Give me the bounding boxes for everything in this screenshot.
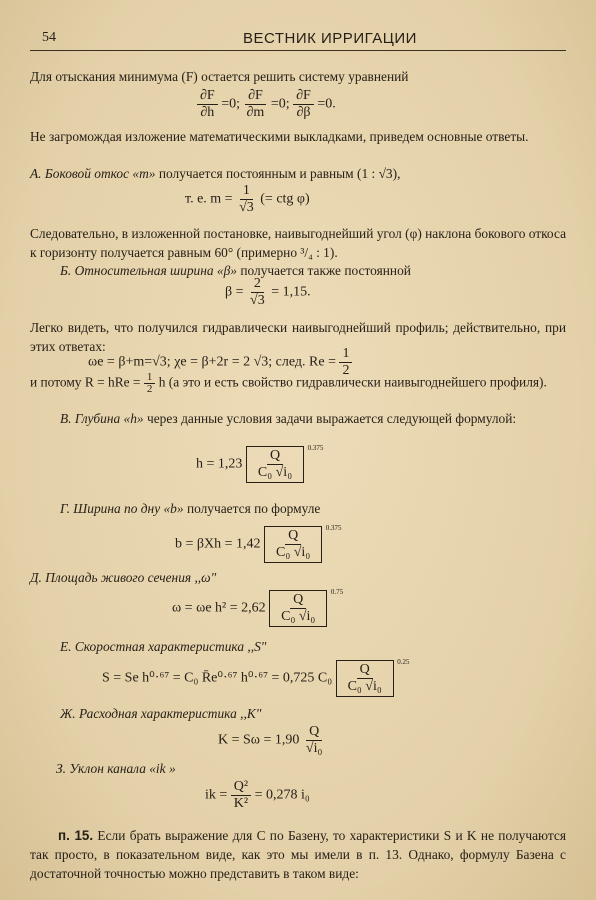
item-g-label: Г. Ширина по дну «b»	[60, 501, 184, 516]
equation-discharge: K = Sω = 1,90 $\frac{Q}{\text{√i₀}}$	[218, 724, 323, 756]
paragraph-answers: Не загромождая изложение математическими выкладками, приведем основные ответы.	[30, 129, 529, 144]
equation-width: b = βXh = 1,42 $\frac{Q}{\text{C₀ √i₀}}$ $^{0.375}$	[175, 526, 341, 563]
item-v	[30, 409, 566, 428]
paragraph-profile: Легко видеть, что получился гидравлически наивыгоднейший профиль; действительно, при этих ответах:	[30, 320, 566, 354]
journal-title: ВЕСТНИК ИРРИГАЦИИ	[243, 30, 417, 47]
item-d-label: Д. Площадь живого сечения ,,ω"	[30, 570, 217, 585]
section-15-label: п. 15.	[58, 828, 94, 843]
equation-area: ω = ωe h² = 2,62 $\frac{Q}{\text{C₀ √i₀}}$ $^{0.75}$	[172, 590, 343, 627]
item-z-label: З. Уклон канала «ik »	[56, 761, 176, 776]
item-b	[60, 261, 566, 280]
equation-slope: ik = $\frac{\text{Q²}}{\text{K²}}$ = 0,278 i₀	[205, 779, 310, 811]
item-b-text: получается также постоянной	[240, 263, 411, 278]
equation-omega-chi: ωe = β+m=√3; χe = β+2r = 2 √3; след. Re = $\frac{1}{2}$	[88, 346, 352, 379]
item-b-label: Б. Относительная ширина «β»	[60, 263, 237, 278]
item-g-text: получается по формуле	[186, 501, 321, 516]
paragraph-intro: Для отыскания минимума (F) остается решить систему уравнений	[30, 69, 409, 84]
item-a-label: A. Боковой откос «m»	[30, 166, 156, 181]
item-zh-label: Ж. Расходная характеристика ,,K"	[60, 706, 262, 721]
page-number: 54	[42, 30, 56, 45]
item-g	[60, 499, 566, 518]
paragraph-bazin	[30, 826, 566, 883]
equation-velocity: S = Se h⁰·⁶⁷ = C₀ R̄e⁰·⁶⁷ h⁰·⁶⁷ = 0,725 C₀ $\frac{Q}{\text{C₀ √i₀}}$ $^{0.25}$	[102, 660, 410, 697]
item-e-label: Е. Скоростная характеристика ,,S"	[60, 639, 267, 654]
equation-beta: β = $\frac{2}{√3}$ = 1,15.	[225, 276, 311, 308]
equation-partials: $\frac{\partial F}{\partial h}$ =0; $\frac{\partial F}{\partial m}$ =0; $\frac{\partial F}{\partial\beta}$ =0.	[197, 88, 336, 121]
item-a	[30, 164, 566, 183]
section-15-text: Если брать выражение для C по Базену, то характеристики S и K не получаются так просто, в показательном виде, как это мы имели в п. 13. Однако, формулу Базена с достаточной точностью можно представить в таком виде:	[30, 828, 566, 881]
equation-m: т. е. m = $\frac{1}{√3}$ (= ctg φ)	[185, 183, 310, 215]
item-v-label: B. Глубина «h»	[60, 411, 144, 426]
item-v-text: через данные условия задачи выражается следующей формулой:	[146, 411, 517, 426]
paragraph-radius: и потому R = hRe = $\frac{1}{2}$ h (а это и есть свойство гидравлически наивыгоднейшего профиля).	[30, 371, 547, 395]
equation-depth: h = 1,23 $\frac{Q}{\text{C₀ √i₀}}$ $^{0.375}$	[196, 446, 323, 483]
item-a-text: получается постоянным и равным (1 : √3),	[158, 166, 401, 181]
paragraph-angle: Следовательно, в изложенной постановке, наивыгоднейший угол (φ) наклона бокового откоса к горизонту получается равным 60° (примерно ³/₄ : 1).	[30, 226, 567, 260]
header-rule	[30, 50, 566, 51]
